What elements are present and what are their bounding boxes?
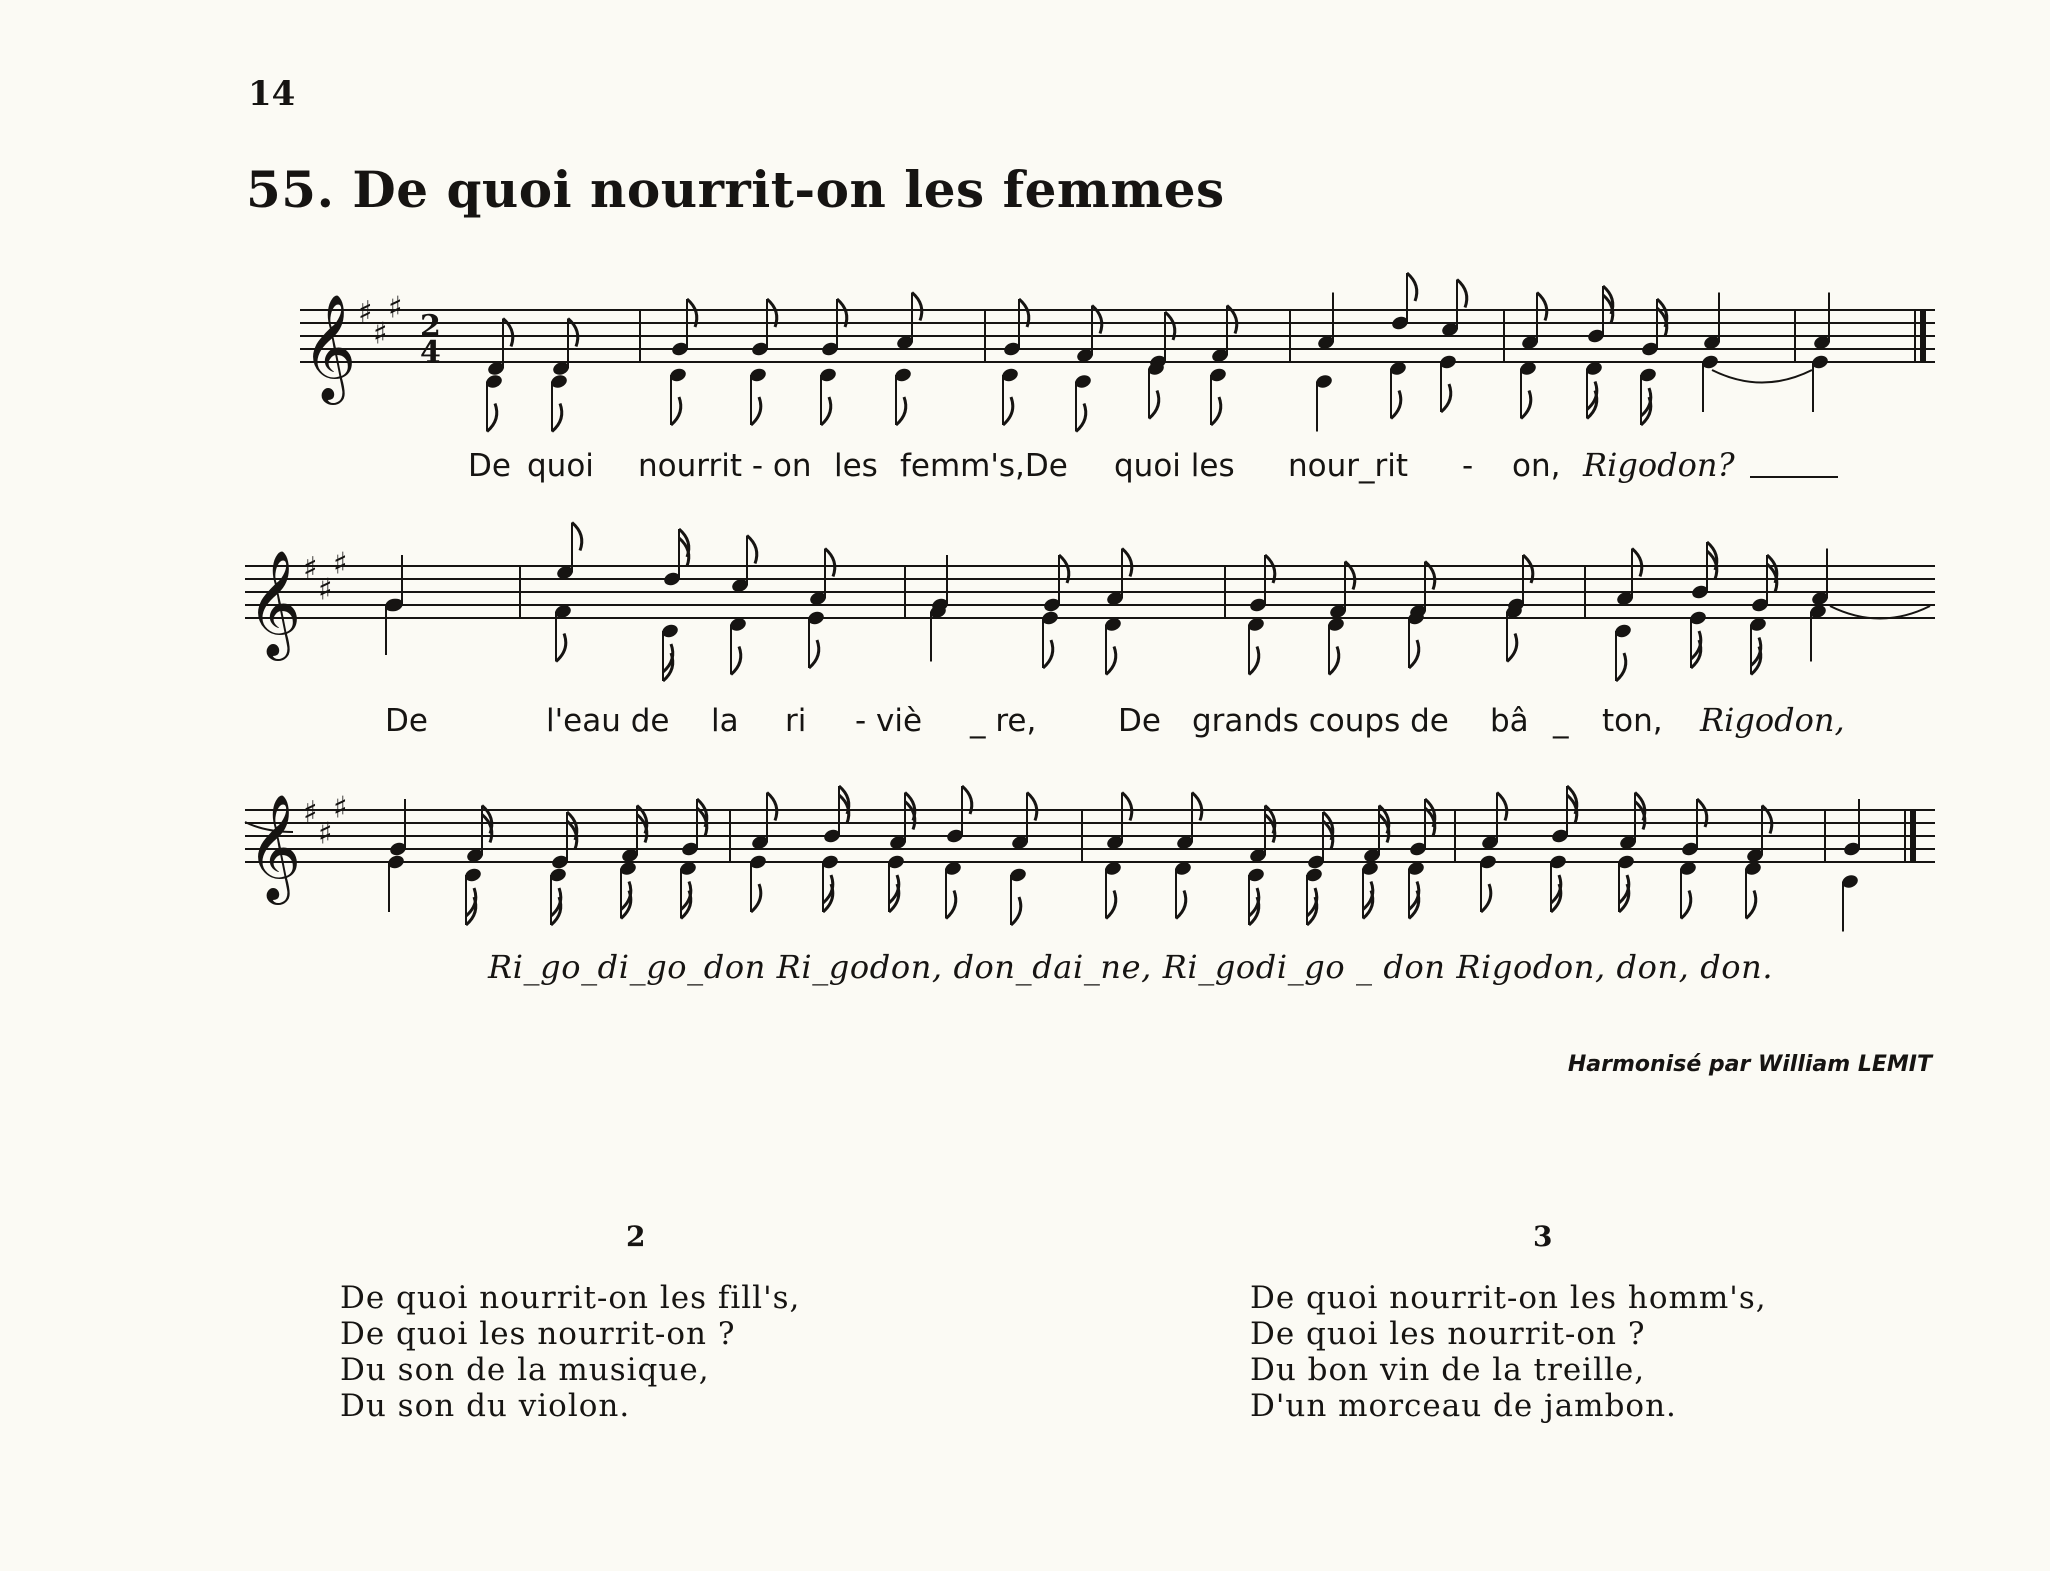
- lyric-word: bâ: [1490, 703, 1529, 739]
- lyric-word: les: [834, 448, 878, 484]
- treble-clef-icon: 𝄞: [247, 793, 302, 900]
- note-flag: [912, 293, 922, 321]
- verse-line: D'un morceau de jambon.: [1250, 1388, 1677, 1424]
- verse-3: [1250, 1280, 1767, 1424]
- time-signature-bottom: 4: [420, 335, 441, 370]
- sharp-icon: ♯: [333, 790, 348, 826]
- note-flag: [1122, 549, 1132, 577]
- note-flag: [747, 536, 757, 564]
- note-flag: [1106, 891, 1116, 919]
- sharp-icon: ♯: [303, 795, 318, 830]
- note-flag: [1106, 647, 1116, 675]
- song-title: 55. De quoi nourrit-on les femmes: [246, 160, 1225, 219]
- note-flag: [767, 793, 777, 821]
- treble-clef-icon: 𝄞: [247, 549, 302, 656]
- treble-clef-icon: 𝄞: [302, 293, 357, 400]
- note-flag: [1076, 404, 1086, 432]
- note-flag: [821, 397, 831, 425]
- verse-number: 2: [626, 1220, 646, 1253]
- note-flag: [1632, 549, 1642, 577]
- lyric-word: - viè: [855, 703, 923, 739]
- verse-2: [340, 1280, 800, 1424]
- staff-2: [245, 523, 1935, 682]
- note-flag: [1043, 640, 1053, 668]
- note-flag: [1249, 647, 1259, 675]
- sharp-icon: ♯: [303, 551, 318, 586]
- note-flag: [1441, 384, 1451, 412]
- sharp-icon: ♯: [358, 295, 373, 330]
- verse-line: De quoi nourrit-on les homm's,: [1250, 1280, 1767, 1316]
- lyric-extender: [1750, 476, 1838, 478]
- note-flag: [825, 549, 835, 577]
- note-flag: [1616, 653, 1626, 681]
- lyric-word: -: [1462, 448, 1474, 484]
- verse-line: Du bon vin de la treille,: [1250, 1352, 1646, 1388]
- note-flag: [1192, 793, 1202, 821]
- verse-number: 3: [1533, 1220, 1553, 1253]
- lyric-word: femm's,De: [900, 448, 1068, 484]
- note-flag: [1176, 891, 1186, 919]
- lyric-word: l'eau de: [546, 703, 670, 739]
- note-flag: [572, 523, 582, 551]
- lyric-word: _: [1553, 703, 1569, 739]
- lyric-line-3: Ri_go_di_go_don Ri_godon, don_dai_ne, Ri_godi_go _ don Rigodon, don, don.: [488, 948, 1774, 986]
- note-flag: [671, 397, 681, 425]
- note-flag: [731, 647, 741, 675]
- lyric-word: grands coups de: [1192, 703, 1449, 739]
- note-flag: [1497, 793, 1507, 821]
- note-flag: [552, 404, 562, 432]
- lyric-word: nour_rit: [1288, 448, 1409, 484]
- note-flag: [1681, 891, 1691, 919]
- lyric-word: De: [1118, 703, 1161, 739]
- note-flag: [1011, 897, 1021, 925]
- note-flag: [946, 891, 956, 919]
- note-flag: [556, 634, 566, 662]
- harmonization-credit: Harmonisé par William LEMIT: [1567, 1052, 1932, 1077]
- note-flag: [751, 884, 761, 912]
- note-flag: [1407, 273, 1417, 301]
- sharp-icon: ♯: [373, 316, 388, 352]
- note-flag: [751, 397, 761, 425]
- verse-line: Du son de la musique,: [340, 1352, 710, 1388]
- lyric-word: ri: [785, 703, 807, 739]
- verse-line: De quoi les nourrit-on ?: [340, 1316, 736, 1352]
- staff-1: [300, 273, 1935, 432]
- lyric-word: ton,: [1602, 703, 1663, 739]
- lyric-word: De: [468, 448, 511, 484]
- lyric-refrain: Rigodon?: [1583, 446, 1735, 484]
- lyric-refrain: Rigodon,: [1700, 701, 1845, 739]
- note-flag: [1746, 891, 1756, 919]
- note-flag: [1149, 391, 1159, 419]
- lyric-word: quoi: [527, 448, 594, 484]
- note-flag: [896, 397, 906, 425]
- note-flag: [1003, 397, 1013, 425]
- sharp-icon: ♯: [318, 572, 333, 608]
- time-signature-top: 2: [420, 309, 441, 344]
- note-flag: [1457, 280, 1467, 308]
- staff-3: [245, 786, 1935, 932]
- sharp-icon: ♯: [318, 816, 333, 852]
- note-flag: [1027, 793, 1037, 821]
- note-flag: [1507, 634, 1517, 662]
- note-flag: [1521, 391, 1531, 419]
- lyric-word: De: [385, 703, 428, 739]
- lyric-word: nourrit - on: [638, 448, 812, 484]
- verse-line: De quoi les nourrit-on ?: [1250, 1316, 1646, 1352]
- lyric-word: on,: [1512, 448, 1561, 484]
- tie: [1830, 606, 1930, 619]
- verse-line: Du son du violon.: [340, 1388, 631, 1424]
- note-flag: [487, 404, 497, 432]
- sharp-icon: ♯: [388, 290, 403, 326]
- note-flag: [1122, 793, 1132, 821]
- note-flag: [1537, 293, 1547, 321]
- sharp-icon: ♯: [333, 546, 348, 582]
- note-flag: [1481, 884, 1491, 912]
- note-flag: [1211, 397, 1221, 425]
- note-flag: [1391, 391, 1401, 419]
- note-flag: [1329, 647, 1339, 675]
- verse-line: De quoi nourrit-on les fill's,: [340, 1280, 801, 1316]
- note-flag: [1409, 640, 1419, 668]
- lyric-word: _ re,: [970, 703, 1037, 739]
- page-number: 14: [248, 74, 296, 114]
- note-flag: [809, 640, 819, 668]
- tie: [1712, 370, 1812, 383]
- lyric-word: quoi les: [1114, 448, 1235, 484]
- lyric-word: la: [711, 703, 739, 739]
